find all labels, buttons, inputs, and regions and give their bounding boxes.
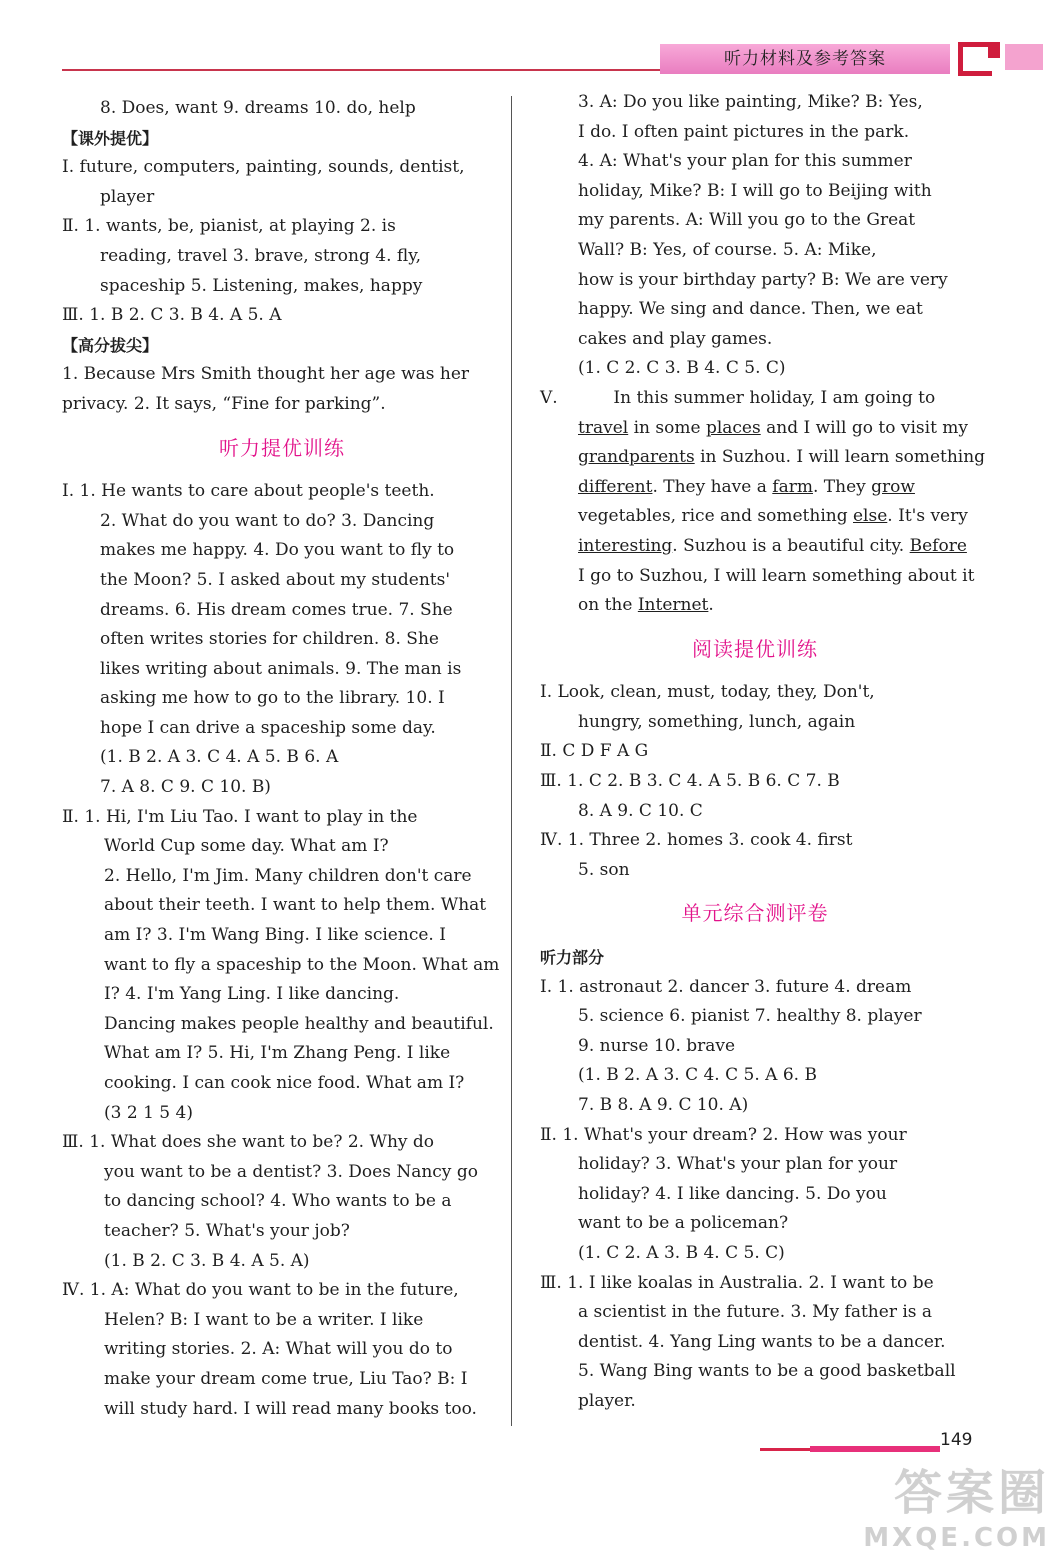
answer-line: 9. nurse 10. brave [578, 1035, 736, 1056]
answer-key-line: (1. B 2. C 3. B 4. A 5. A) [104, 1250, 310, 1271]
answer-line: Ⅱ. 1. Hi, I'm Liu Tao. I want to play in the [62, 806, 418, 827]
answer-key-line: (1. C 2. C 3. B 4. C 5. C) [578, 358, 786, 379]
answer-line: Ⅱ. 1. What's your dream? 2. How was your [540, 1124, 907, 1145]
answer-line: Helen? B: I want to be a writer. I like [104, 1309, 424, 1330]
answer-line: dreams. 6. His dream comes true. 7. She [100, 599, 453, 620]
answer-line: often writes stories for children. 8. She [100, 629, 439, 650]
answer-line: cakes and play games. [578, 328, 773, 349]
answer-line: asking me how to go to the library. 10. I [100, 688, 445, 709]
answer-line: Ⅰ. 1. astronaut 2. dancer 3. future 4. dream [540, 976, 912, 997]
answer-line: Ⅲ. 1. What does she want to be? 2. Why do [62, 1132, 435, 1153]
answer-line: What am I? 5. Hi, I'm Zhang Peng. I like [104, 1043, 451, 1064]
answer-line: holiday? 4. I like dancing. 5. Do you [578, 1183, 887, 1204]
left-column [62, 94, 502, 1424]
blank-answer: grandparents [578, 447, 695, 468]
answer-line: cooking. I can cook nice food. What am I? [104, 1073, 465, 1093]
passage-line: on the Internet. [578, 595, 714, 616]
passage-line: I go to Suzhou, I will learn something about it [578, 565, 975, 586]
answer-line: 2. What do you want to do? 3. Dancing [100, 510, 435, 531]
answer-line: about their teeth. I want to help them. What [104, 895, 487, 916]
passage-line: different. They have a farm. They grow [578, 476, 915, 497]
answer-line: Ⅲ. 1. I like koalas in Australia. 2. I want to be [540, 1272, 934, 1293]
answer-line: hungry, something, lunch, again [578, 711, 856, 732]
answer-line: happy. We sing and dance. Then, we eat [578, 299, 923, 320]
watermark-url: MXQE.COM [863, 1523, 1050, 1553]
answer-line: dentist. 4. Yang Ling wants to be a dancer. [578, 1331, 946, 1352]
passage-line: interesting. Suzhou is a beautiful city. Before [578, 535, 967, 556]
answer-line: will study hard. I will read many books too. [104, 1398, 477, 1419]
answer-line: privacy. 2. It says, “Fine for parking”. [62, 393, 386, 414]
answer-line: World Cup some day. What am I? [104, 836, 389, 857]
answer-line: the Moon? 5. I asked about my students' [100, 569, 451, 590]
bracket-icon [958, 42, 992, 76]
blank-answer: farm [772, 476, 813, 497]
answer-line: writing stories. 2. A: What will you do to [104, 1339, 453, 1360]
answer-line: want to fly a spaceship to the Moon. What am [104, 954, 500, 975]
answer-line: you want to be a dentist? 3. Does Nancy go [104, 1161, 478, 1182]
footer-rule [760, 1448, 940, 1451]
header-title: 听力材料及参考答案 [660, 44, 950, 74]
blank-answer: else [853, 506, 888, 527]
section-heading-kewai: 【课外提优】 [62, 128, 159, 148]
blank-answer: grow [871, 476, 915, 497]
answer-line: hope I can drive a spaceship some day. [100, 717, 436, 738]
answer-line: player [100, 186, 155, 207]
answer-line: Ⅲ. 1. C 2. B 3. C 4. A 5. B 6. C 7. B [540, 771, 840, 792]
answer-line: Ⅲ. 1. B 2. C 3. B 4. A 5. A [62, 305, 282, 326]
answer-line: 1. Because Mrs Smith thought her age was her [62, 364, 470, 385]
answer-line: I do. I often paint pictures in the park. [578, 121, 910, 142]
answer-key-line: (1. B 2. A 3. C 4. A 5. B 6. A [100, 747, 339, 768]
answer-line: 5. son [578, 859, 630, 880]
blank-answer: interesting [578, 535, 673, 556]
answer-line: Ⅱ. 1. wants, be, pianist, at playing 2. is [62, 216, 396, 237]
passage-line: travel in some places and I will go to visit my [578, 417, 969, 438]
answer-line: how is your birthday party? B: We are very [578, 269, 948, 290]
header-rule [62, 69, 662, 71]
answer-line: 8. Does, want 9. dreams 10. do, help [100, 98, 416, 118]
answer-line: Ⅰ. Look, clean, must, today, they, Don't, [540, 682, 875, 703]
answer-line: makes me happy. 4. Do you want to fly to [100, 540, 455, 561]
answer-line: Dancing makes people healthy and beautiful. [104, 1013, 494, 1034]
answer-key-line: (3 2 1 5 4) [104, 1102, 193, 1123]
section-numeral: Ⅴ. [540, 387, 558, 408]
section-title-tingli: 听力提优训练 [219, 435, 345, 460]
answer-line: 8. A 9. C 10. C [578, 800, 703, 821]
subsection-heading-tingli: 听力部分 [540, 948, 605, 968]
answer-line: want to be a policeman? [578, 1213, 789, 1234]
answer-line: am I? 3. I'm Wang Bing. I like science. I [104, 925, 446, 946]
answer-line: 3. A: Do you like painting, Mike? B: Yes, [578, 92, 923, 112]
watermark-logo: 答案圈 [893, 1465, 1050, 1521]
answer-line: spaceship 5. Listening, makes, happy [100, 275, 423, 296]
answer-line: Wall? B: Yes, of course. 5. A: Mike, [578, 239, 877, 260]
passage-line: Ⅴ. In this summer holiday, I am going to [540, 384, 970, 414]
answer-line: holiday, Mike? B: I will go to Beijing with [578, 180, 932, 201]
passage-line: vegetables, rice and something else. It's very [578, 506, 968, 527]
passage-line: grandparents in Suzhou. I will learn something [578, 447, 986, 468]
answer-line: Ⅰ. 1. He wants to care about people's teeth. [62, 481, 435, 502]
answer-line: reading, travel 3. brave, strong 4. fly, [100, 245, 421, 266]
header-accent-block [1005, 44, 1043, 70]
answer-line: 5. Wang Bing wants to be a good basketball [578, 1361, 956, 1382]
answer-line: 4. A: What's your plan for this summer [578, 151, 912, 172]
watermark [863, 1454, 1050, 1553]
answer-line: my parents. A: Will you go to the Great [578, 210, 916, 231]
answer-key-line: 7. A 8. C 9. C 10. B) [100, 777, 271, 798]
answer-line: make your dream come true, Liu Tao? B: I [104, 1368, 468, 1389]
answer-line: teacher? 5. What's your job? [104, 1220, 350, 1241]
answer-line: likes writing about animals. 9. The man is [100, 658, 462, 679]
blank-answer: travel [578, 417, 629, 438]
answer-line: player. [578, 1390, 636, 1411]
section-heading-gaofen: 【高分拔尖】 [62, 335, 159, 355]
section-title-yuedu: 阅读提优训练 [692, 636, 818, 661]
column-divider [511, 96, 512, 1426]
answer-key-line: (1. B 2. A 3. C 4. C 5. A 6. B [578, 1065, 817, 1086]
blank-answer: Before [909, 535, 967, 556]
answer-line: holiday? 3. What's your plan for your [578, 1154, 898, 1175]
section-title-danyuan: 单元综合测评卷 [681, 901, 829, 926]
answer-line: Ⅳ. 1. A: What do you want to be in the future, [62, 1280, 459, 1301]
answer-line: I? 4. I'm Yang Ling. I like dancing. [104, 984, 400, 1005]
blank-answer: places [705, 417, 761, 438]
answer-line: Ⅰ. future, computers, painting, sounds, dentist, [62, 157, 465, 178]
right-column [540, 88, 986, 1417]
answer-line: 5. science 6. pianist 7. healthy 8. player [578, 1006, 922, 1027]
answer-line: Ⅱ. C D F A G [540, 741, 649, 762]
answer-line: a scientist in the future. 3. My father is a [578, 1302, 933, 1323]
answer-line: Ⅳ. 1. Three 2. homes 3. cook 4. first [540, 830, 853, 851]
page-number: 149 [940, 1430, 973, 1450]
answer-key-line: (1. C 2. A 3. B 4. C 5. C) [578, 1242, 785, 1263]
answer-line: to dancing school? 4. Who wants to be a [104, 1191, 452, 1212]
blank-answer: Internet [637, 595, 709, 616]
answer-key-line: 7. B 8. A 9. C 10. A) [578, 1095, 749, 1115]
answer-line: 2. Hello, I'm Jim. Many children don't care [104, 865, 472, 886]
blank-answer: different [578, 476, 653, 497]
